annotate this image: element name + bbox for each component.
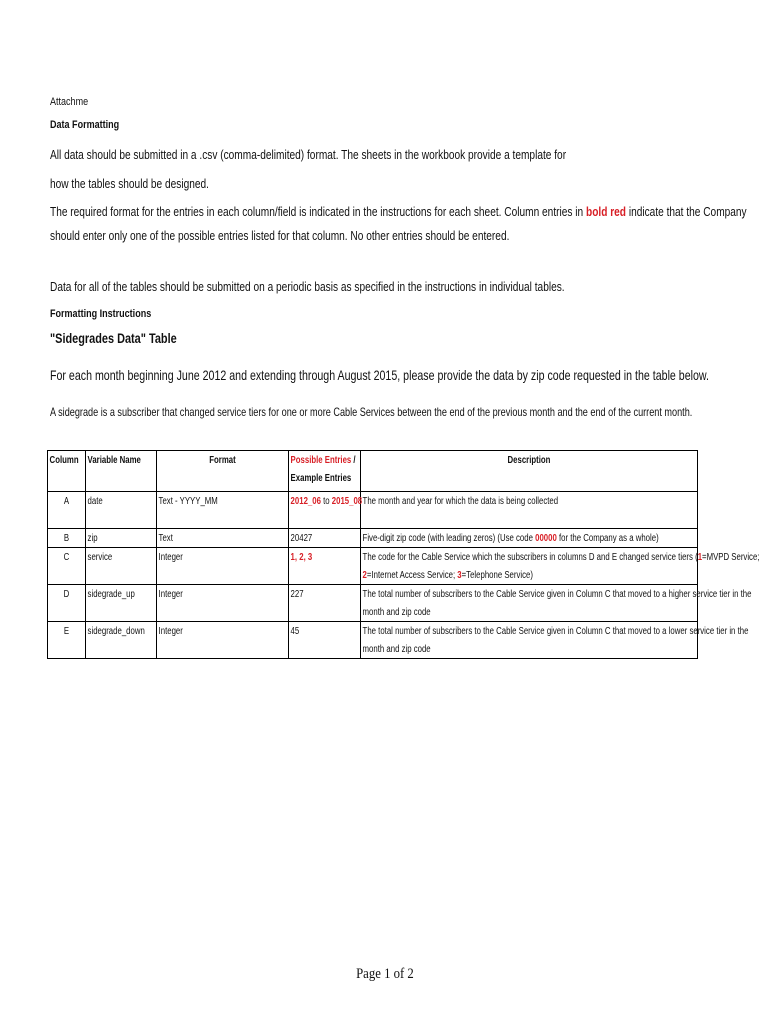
table-row — [48, 548, 698, 585]
paragraph-sidegrade-definition: A sidegrade is a subscriber that changed service tiers for one or more Cable Services between the end of the previous month and the end of the current month. — [50, 405, 693, 419]
row-entry: 20427 — [290, 533, 313, 544]
entry-to: to — [320, 496, 332, 507]
row-entry: 1, 2, 3 — [290, 552, 313, 563]
text: indicate that the Company — [626, 204, 747, 219]
company-code: 00000 — [535, 533, 557, 544]
paragraph-required-format — [50, 204, 747, 219]
row-description-line2: month and zip code — [362, 607, 431, 618]
row-variable: sidegrade_up — [87, 589, 135, 600]
row-variable: service — [87, 552, 113, 563]
row-format: Text — [158, 533, 173, 544]
entry-start: 2012_06 — [290, 496, 321, 507]
row-description: The month and year for which the data is being collected — [362, 496, 559, 507]
row-variable: zip — [87, 533, 98, 544]
row-description-line1 — [361, 548, 760, 566]
paragraph-monthly-data: For each month beginning June 2012 and extending through August 2015, please provide the data by zip code requested in the table below. — [50, 367, 709, 383]
text: Five-digit zip code (with leading zeros) (Use code — [362, 533, 536, 544]
header-example-entries: Example Entries — [290, 473, 352, 484]
service-code: 1 — [697, 552, 703, 563]
header-format: Format — [209, 455, 236, 466]
row-description-line1: The total number of subscribers to the Cable Service given in Column C that moved to a lower service tier in the — [362, 626, 749, 637]
row-description-line1: The total number of subscribers to the Cable Service given in Column C that moved to a higher service tier in the — [362, 589, 752, 600]
formatting-instructions-heading: Formatting Instructions — [50, 308, 152, 320]
row-description-line2 — [361, 566, 623, 584]
text: =Telephone Service) — [461, 570, 533, 581]
text: =Internet Access Service; — [366, 570, 458, 581]
row-description — [361, 529, 659, 547]
row-column-id: A — [63, 496, 70, 507]
table-title: "Sidegrades Data" Table — [50, 330, 177, 346]
text: The required format for the entries in each column/field is indicated in the instructions for each sheet. Column entries in — [50, 204, 587, 219]
text: =MVPD Service; — [702, 552, 760, 563]
row-column-id: D — [63, 589, 70, 600]
row-format: Integer — [158, 589, 183, 600]
page-number-text: Page 1 of 2 — [356, 966, 414, 982]
row-entry: 45 — [290, 626, 300, 637]
text: The code for the Cable Service which the subscribers in columns D and E changed service tiers ( — [362, 552, 698, 563]
table-row — [48, 529, 698, 548]
header-description: Description — [507, 455, 551, 466]
attachment-label: Attachme — [50, 96, 89, 108]
paragraph-csv-format: All data should be submitted in a .csv (comma-delimited) format. The sheets in the workbook provide a template for — [50, 147, 567, 162]
table-row — [48, 585, 698, 622]
row-format: Text - YYYY_MM — [158, 496, 218, 507]
header-variable-name: Variable Name — [87, 455, 141, 466]
row-entry: 227 — [290, 589, 304, 600]
row-format: Integer — [158, 552, 183, 563]
entry-end: 2015_08 — [331, 496, 363, 507]
row-variable: date — [87, 496, 103, 507]
separator: / — [351, 455, 356, 466]
paragraph-table-design: how the tables should be designed. — [50, 176, 209, 191]
row-description-line2: month and zip code — [362, 644, 431, 655]
paragraph-periodic-basis: Data for all of the tables should be submitted on a periodic basis as specified in the instructions in individual tables. — [50, 279, 565, 294]
page-number — [0, 966, 770, 983]
row-column-id: E — [63, 626, 70, 637]
header-possible-entries — [289, 451, 356, 469]
table-row — [48, 622, 698, 659]
possible-entries-label: Possible Entries — [290, 455, 352, 466]
header-column: Column — [49, 455, 79, 466]
row-entry — [289, 492, 363, 510]
table-header-row — [48, 451, 698, 492]
service-code: 3 — [457, 570, 462, 581]
paragraph-possible-entries: should enter only one of the possible entries listed for that column. No other entries should be entered. — [50, 228, 510, 243]
row-format: Integer — [158, 626, 183, 637]
bold-red-text: bold red — [586, 204, 627, 219]
data-formatting-heading: Data Formatting — [50, 119, 120, 131]
row-column-id: B — [63, 533, 70, 544]
text: for the Company as a whole) — [556, 533, 659, 544]
service-code: 2 — [362, 570, 367, 581]
row-variable: sidegrade_down — [87, 626, 145, 637]
sidegrades-table — [47, 450, 760, 659]
row-column-id: C — [63, 552, 70, 563]
table-row — [48, 492, 698, 529]
